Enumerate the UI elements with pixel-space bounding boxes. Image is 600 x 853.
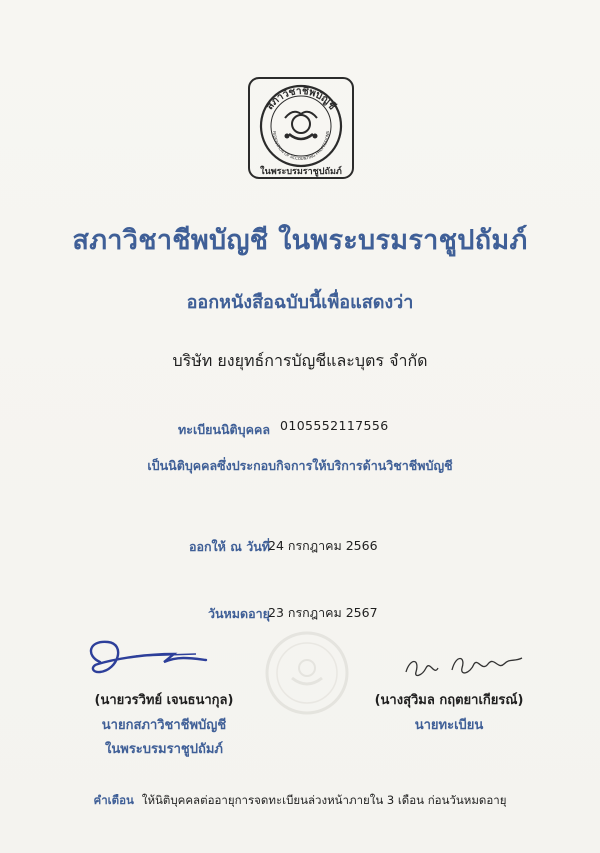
signature-right-icon [400, 646, 530, 686]
issue-date: 24 กรกฎาคม 2566 [268, 538, 378, 553]
embossed-seal-icon [262, 628, 352, 718]
signatory-left-name: (นายวรวิทย์ เจนธนากุล) [94, 693, 234, 708]
warning-label: คำเตือน [93, 793, 134, 807]
signature-left-icon [78, 632, 228, 682]
seal-outer-text: สภาวิชาชีพบัญชี [264, 85, 338, 113]
registration-label: ทะเบียนนิติบุคคล [177, 422, 270, 437]
signatory-left-position: นายกสภาวิชาชีพบัญชี [101, 718, 227, 733]
signatory-right-name: (นางสุวิมล กฤตยาเกียรณ์) [374, 693, 524, 708]
seal-ring-text: FEDERATION OF ACCOUNTING PROFESSIONS [271, 130, 331, 162]
registration-number: 0105552117556 [280, 418, 389, 433]
issue-date-label: ออกให้ ณ วันที่ [188, 539, 270, 554]
warning-text: ให้นิติบุคคลต่ออายุการจดทะเบียนล่วงหน้าภายใน 3 เดือน ก่อนวันหมดอายุ [141, 793, 507, 807]
business-description: เป็นนิติบุคคลซึ่งประกอบกิจการให้บริการด้านวิชาชีพบัญชี [147, 458, 453, 473]
company-name: บริษัท ยงยุทธ์การบัญชีและบุตร จำกัด [172, 351, 428, 370]
signatory-left-position-line2: ในพระบรมราชูปถัมภ์ [105, 742, 223, 757]
footer-warning [0, 792, 600, 810]
expiry-date-label: วันหมดอายุ [207, 606, 270, 621]
federation-seal-icon [243, 70, 359, 186]
certificate-subtitle: ออกหนังสือฉบับนี้เพื่อแสดงว่า [186, 292, 414, 313]
seal-bottom-text: ในพระบรมราชูปถัมภ์ [260, 167, 342, 177]
expiry-date: 23 กรกฎาคม 2567 [268, 605, 378, 620]
certificate-title: สภาวิชาชีพบัญชี ในพระบรมราชูปถัมภ์ [72, 225, 528, 256]
signatory-right-position: นายทะเบียน [414, 718, 484, 733]
